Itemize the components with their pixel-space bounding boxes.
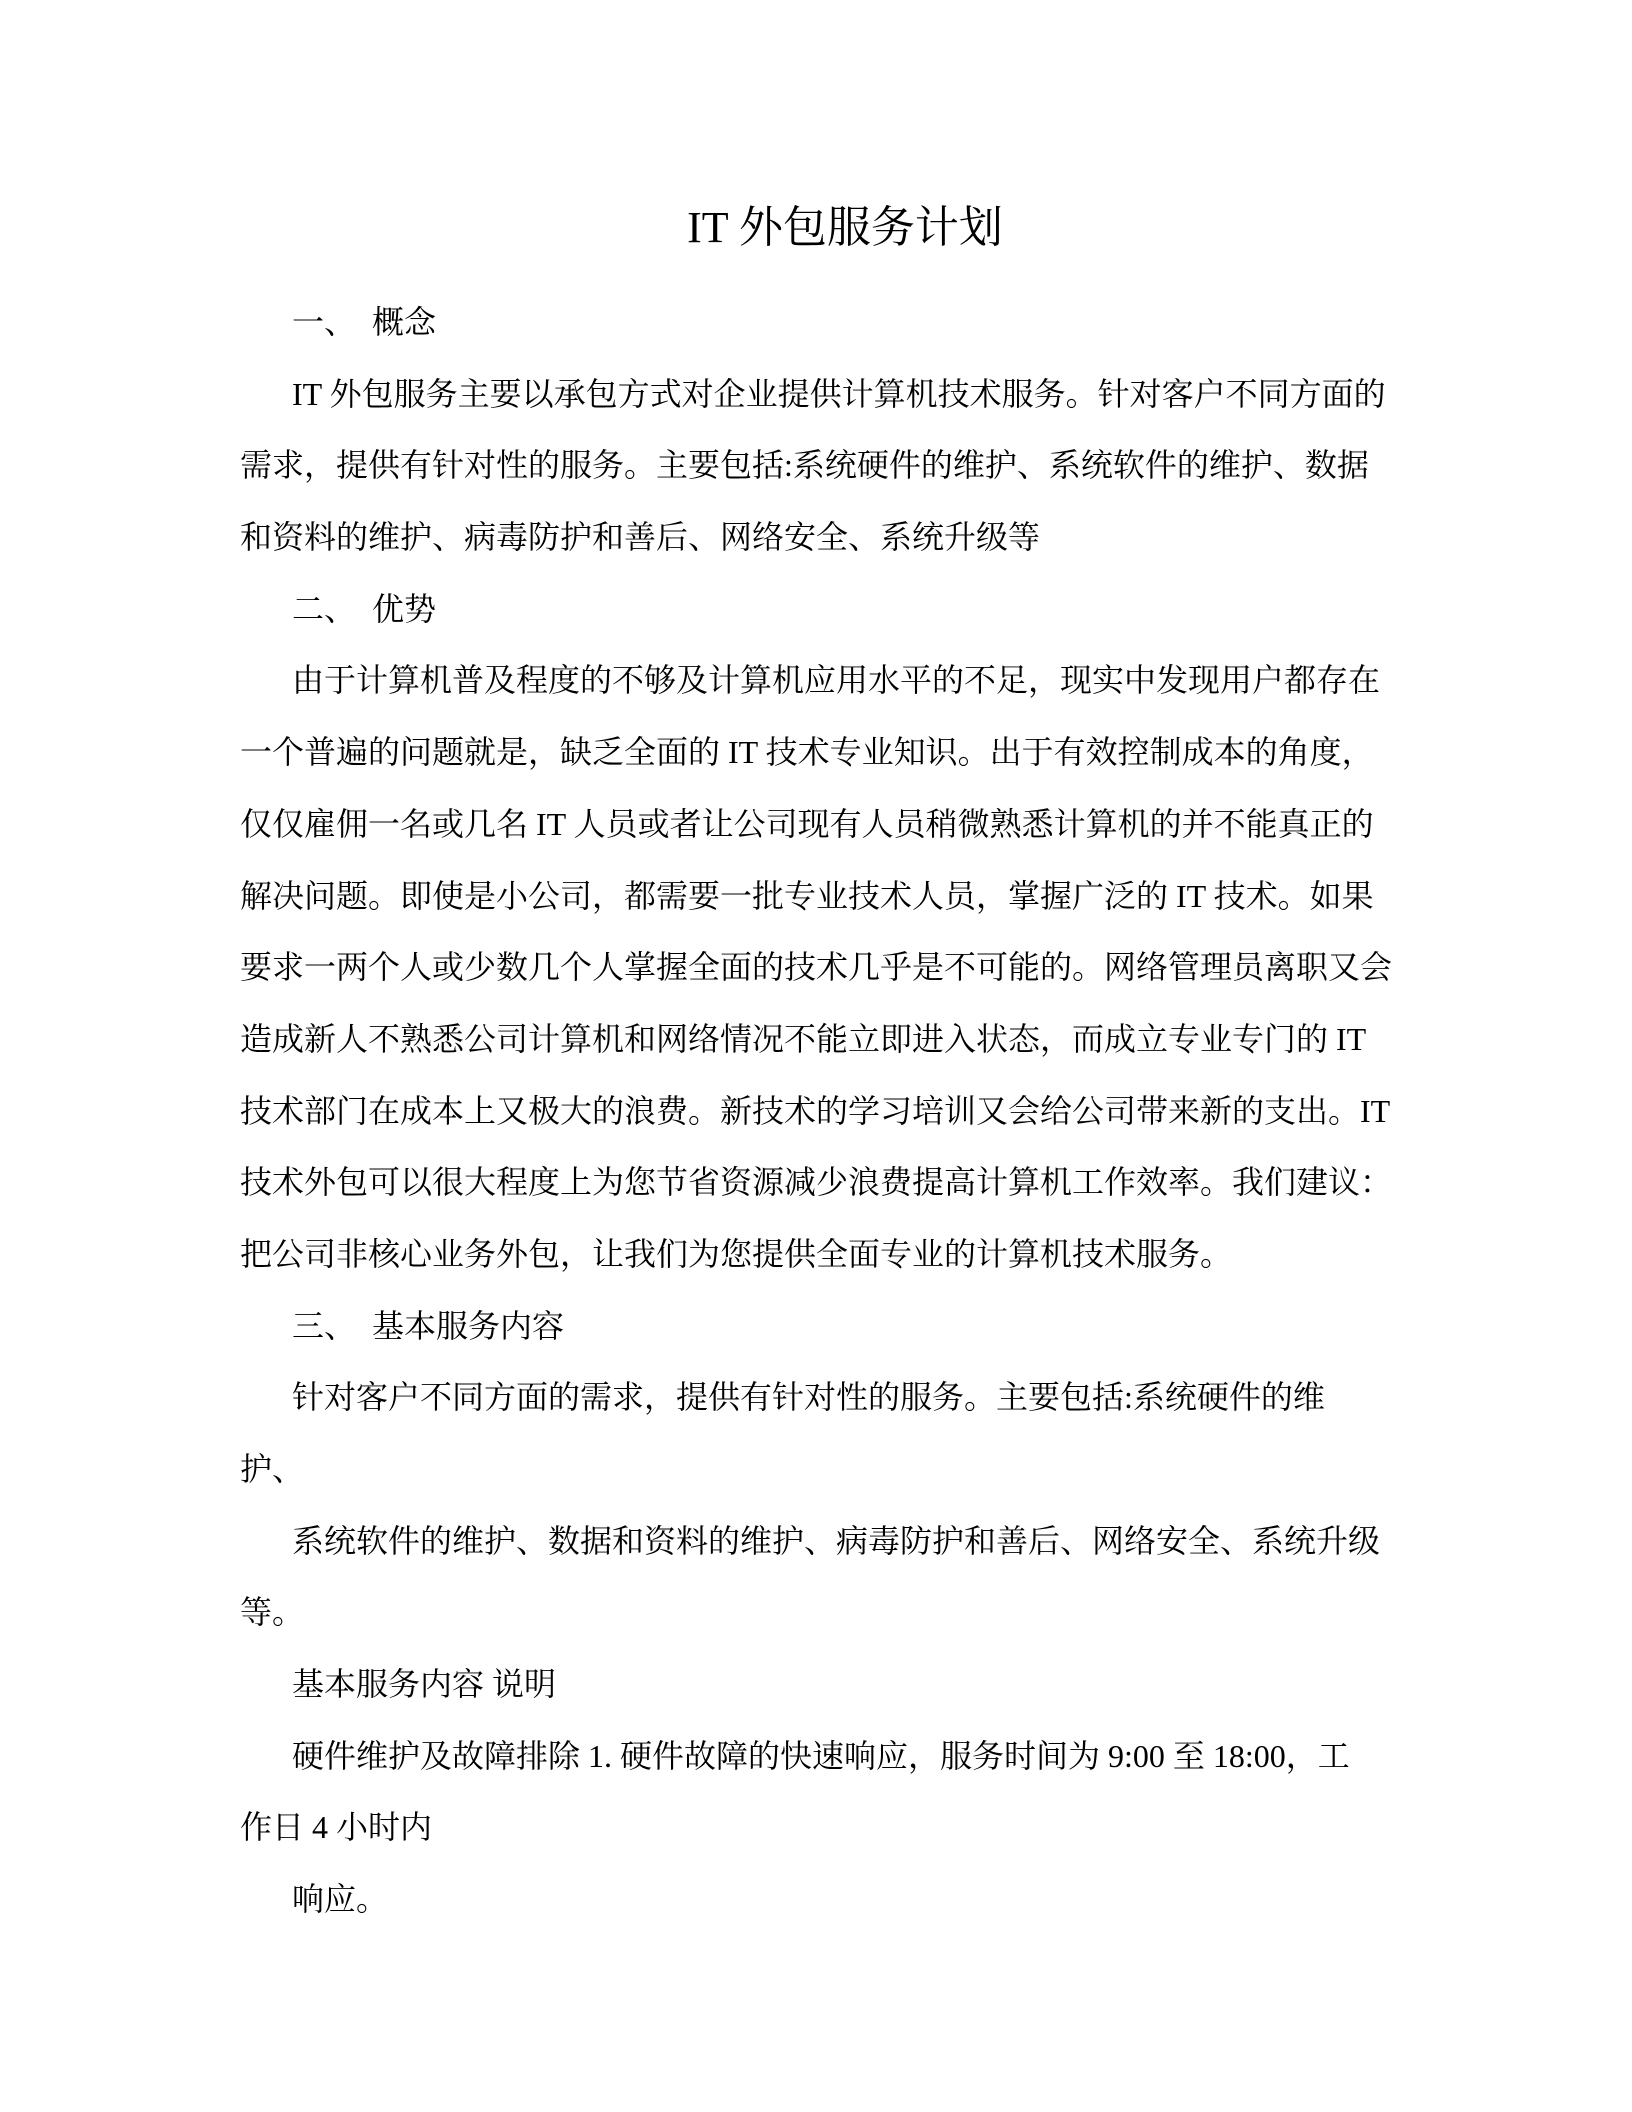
- body-line: 等。: [240, 1594, 305, 1631]
- body-line: 一个普遍的问题就是，缺乏全面的 IT 技术专业知识。出于有效控制成本的角度，: [240, 734, 1374, 771]
- body-line: 解决问题。即使是小公司，都需要一批专业技术人员，掌握广泛的 IT 技术。如果: [240, 877, 1374, 914]
- body-line: 护、: [240, 1451, 305, 1487]
- body-line: 造成新人不熟悉公司计算机和网络情况不能立即进入状态，而成立专业专门的 IT: [240, 1020, 1367, 1057]
- body-line: 和资料的维护、病毒防护和善后、网络安全、系统升级等: [240, 519, 1041, 556]
- body-line: 技术外包可以很大程度上为您节省资源减少浪费提高计算机工作效率。我们建议：: [240, 1164, 1393, 1201]
- body-line: 由于计算机普及程度的不够及计算机应用水平的不足，现实中发现用户都存在: [292, 662, 1381, 699]
- heading-line: 二、 优势: [292, 590, 437, 627]
- body-line: IT 外包服务主要以承包方式对企业提供计算机技术服务。针对客户不同方面的: [292, 375, 1386, 412]
- heading-line: 三、 基本服务内容: [292, 1307, 565, 1344]
- body-line: 针对客户不同方面的需求，提供有针对性的服务。主要包括:系统硬件的维: [292, 1379, 1325, 1416]
- document-body: [240, 287, 1472, 1936]
- body-line: 系统软件的维护、数据和资料的维护、病毒防护和善后、网络安全、系统升级: [292, 1522, 1381, 1559]
- body-line: 把公司非核心业务外包，让我们为您提供全面专业的计算机技术服务。: [240, 1235, 1233, 1272]
- body-line: 响应。: [292, 1881, 389, 1918]
- body-line: 要求一两个人或少数几个人掌握全面的技术几乎是不可能的。网络管理员离职又会: [240, 949, 1393, 986]
- body-line: 需求，提供有针对性的服务。主要包括:系统硬件的维护、系统软件的维护、数据: [240, 447, 1369, 484]
- body-line: 硬件维护及故障排除 1. 硬件故障的快速响应，服务时间为 9:00 至 18:00，工: [292, 1737, 1350, 1774]
- body-line: 仅仅雇佣一名或几名 IT 人员或者让公司现有人员稍微熟悉计算机的并不能真正的: [240, 805, 1374, 842]
- page-title: IT 外包服务计划: [687, 203, 1003, 252]
- body-line: 基本服务内容 说明: [292, 1666, 557, 1703]
- heading-line: 一、 概念: [292, 304, 437, 340]
- body-line: 作日 4 小时内: [240, 1809, 433, 1846]
- body-line: 技术部门在成本上又极大的浪费。新技术的学习培训又会给公司带来新的支出。IT: [240, 1092, 1391, 1129]
